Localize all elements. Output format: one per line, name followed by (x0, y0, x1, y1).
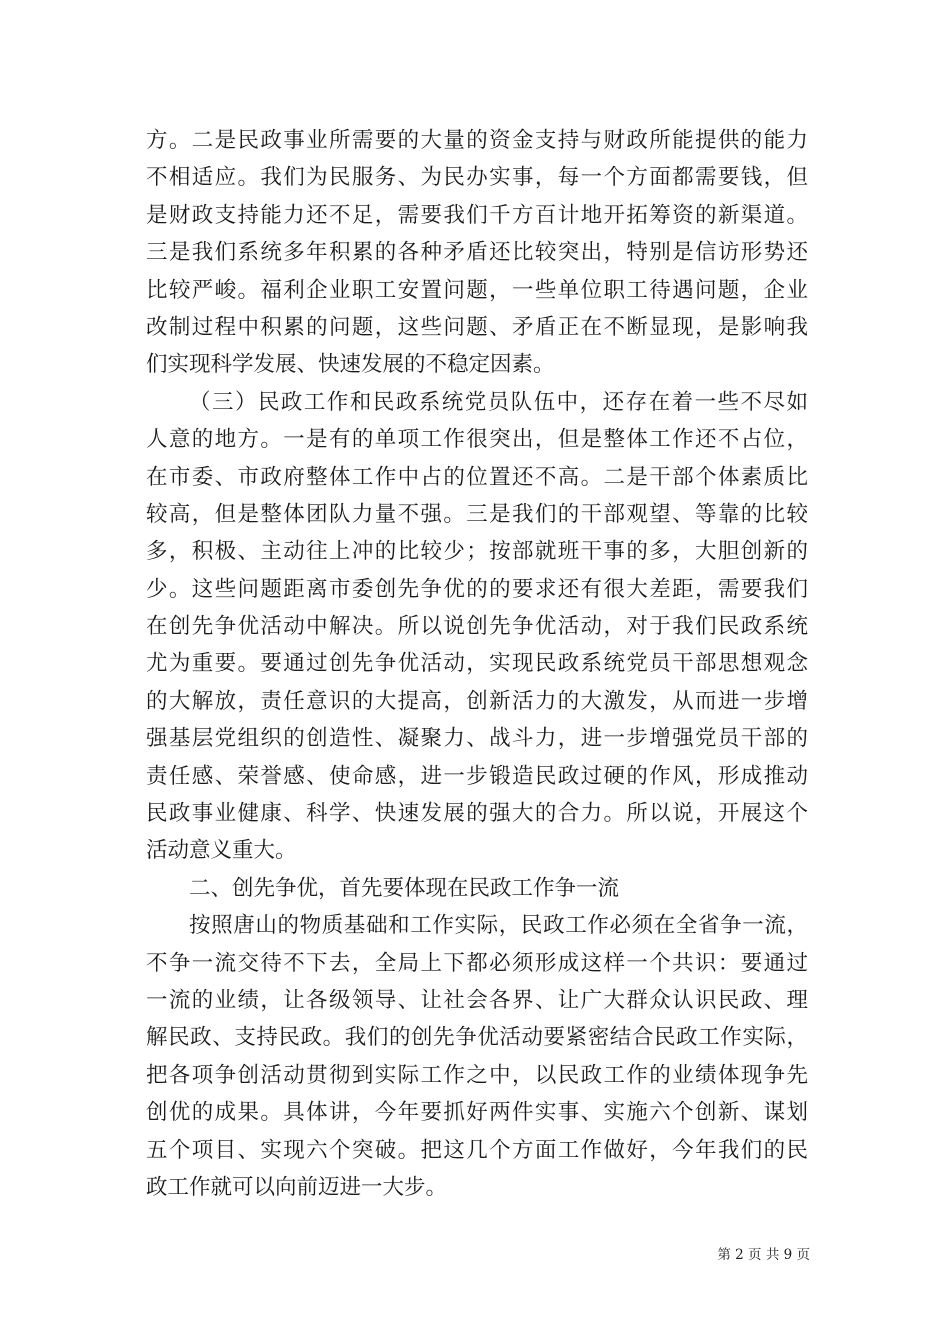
text-line: 方。二是民政事业所需要的大量的资金支持与财政所能提供的能力 (146, 128, 808, 153)
text-line: 创优的成果。具体讲，今年要抓好两件实事、实施六个创新、谋划 (146, 1100, 808, 1126)
document-body (146, 122, 808, 1206)
text-line: 二、创先争优，首先要体现在民政工作争一流 (189, 875, 620, 901)
text-line: 们实现科学发展、快速发展的不稳定因素。 (146, 352, 555, 378)
text-line: 按照唐山的物质基础和工作实际，民政工作必须在全省争一流， (189, 913, 808, 939)
text-line: 在创先争优活动中解决。所以说创先争优活动，对于我们民政系统 (146, 614, 808, 640)
text-line: 三是我们系统多年积累的各种矛盾还比较突出，特别是信访形势还 (146, 240, 808, 266)
text-line: 多，积极、主动往上冲的比较少；按部就班干事的多，大胆创新的 (146, 539, 808, 565)
text-line: 解民政、支持民政。我们的创先争优活动要紧密结合民政工作实际， (146, 1025, 808, 1051)
text-line: 尤为重要。要通过创先争优活动，实现民政系统党员干部思想观念 (146, 651, 808, 677)
text-line: 民政事业健康、科学、快速发展的强大的合力。所以说，开展这个 (146, 801, 808, 827)
text-line: 人意的地方。一是有的单项工作很突出，但是整体工作还不占位， (146, 427, 808, 453)
text-line: 改制过程中积累的问题，这些问题、矛盾正在不断显现，是影响我 (146, 314, 808, 340)
page-number: 第 2 页 共 9 页 (717, 1247, 810, 1263)
text-line: 在市委、市政府整体工作中占的位置还不高。二是干部个体素质比 (146, 464, 808, 490)
text-line: 责任感、荣誉感、使命感，进一步锻造民政过硬的作风，形成推动 (146, 763, 808, 789)
text-line: 强基层党组织的创造性、凝聚力、战斗力，进一步增强党员干部的 (146, 726, 808, 752)
text-line: 少。这些问题距离市委创先争优的的要求还有很大差距，需要我们 (146, 576, 808, 602)
text-line: 把各项争创活动贯彻到实际工作之中，以民政工作的业绩体现争先 (146, 1062, 808, 1088)
text-line: 政工作就可以向前迈进一大步。 (146, 1174, 448, 1200)
text-line: 不相适应。我们为民服务、为民办实事，每一个方面都需要钱，但 (146, 165, 808, 191)
text-line: 是财政支持能力还不足，需要我们千方百计地开拓筹资的新渠道。 (146, 202, 808, 228)
text-line: 较高，但是整体团队力量不强。三是我们的干部观望、等靠的比较 (146, 501, 808, 527)
text-line: 不争一流交待不下去，全局上下都必须形成这样一个共识：要通过 (146, 950, 808, 976)
text-line: 比较严峻。福利企业职工安置问题，一些单位职工待遇问题，企业 (146, 277, 808, 303)
text-line: 活动意义重大。 (146, 838, 297, 864)
text-line: 一流的业绩，让各级领导、让社会各界、让广大群众认识民政、理 (146, 987, 808, 1013)
text-line: 的大解放，责任意识的大提高，创新活力的大激发，从而进一步增 (146, 688, 808, 714)
text-line: （三）民政工作和民政系统党员队伍中，还存在着一些不尽如 (189, 389, 808, 415)
text-line: 五个项目、实现六个突破。把这几个方面工作做好，今年我们的民 (146, 1137, 808, 1163)
